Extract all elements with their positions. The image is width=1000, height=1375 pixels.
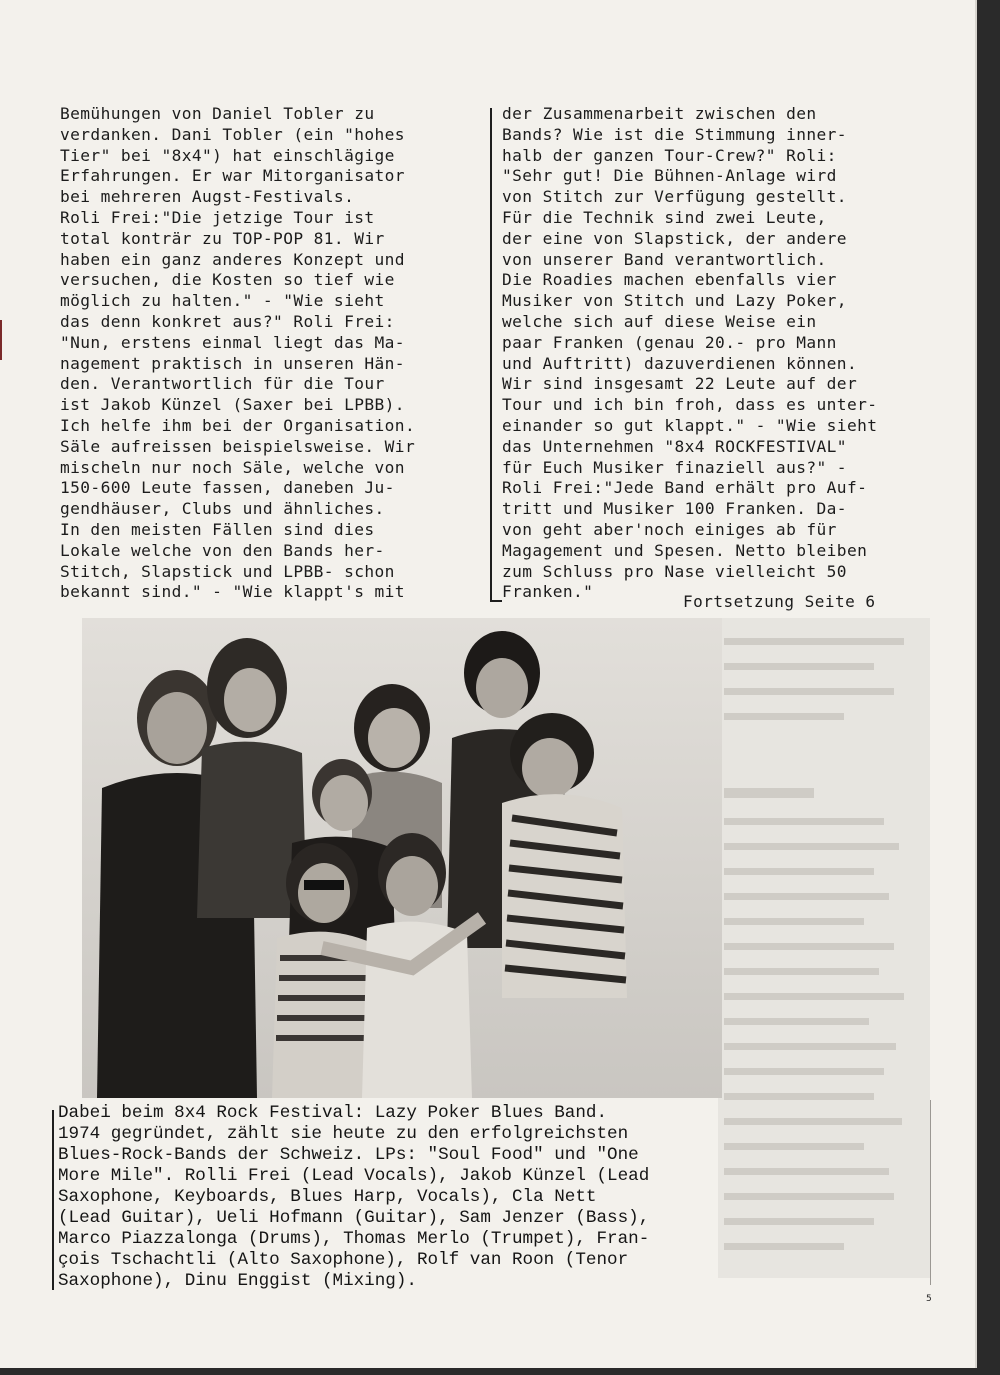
margin-rule [930,1100,931,1285]
text-line: von unserer Band verantwortlich. [502,249,827,269]
text-line: haben ein ganz anderes Konzept und [60,249,405,269]
text-line: Erfahrungen. Er war Mitorganisator [60,166,405,186]
text-line: Ich helfe ihm bei der Organisation. [60,415,416,435]
column-divider-foot [490,600,502,602]
text-line: Bemühungen von Daniel Tobler zu [60,104,375,123]
text-line: der eine von Slapstick, der andere [502,228,847,248]
photo-caption [58,1103,738,1292]
text-line: versuchen, die Kosten so tief wie [60,270,395,290]
text-line: Musiker von Stitch und Lazy Poker, [502,291,847,311]
text-line: Marco Piazzalonga (Drums), Thomas Merlo (Trumpet), Fran- [58,1229,650,1249]
text-line: paar Franken (genau 20.- pro Mann [502,332,837,352]
text-line: bekannt sind." - "Wie klappt's mit [60,582,405,602]
left-text-column [60,104,480,603]
text-line: Tour und ich bin froh, dass es unter- [502,395,878,415]
text-line: ist Jakob Künzel (Saxer bei LPBB). [60,395,405,415]
text-line: Wir sind insgesamt 22 Leute auf der [502,374,858,394]
text-line: More Mile". Rolli Frei (Lead Vocals), Jakob Künzel (Lead [58,1166,650,1186]
text-line: gendhäuser, Clubs und ähnliches. [60,499,385,519]
text-line: verdanken. Dani Tobler (ein "hohes [60,124,405,144]
text-line: nagement praktisch in unseren Hän- [60,353,405,373]
text-line: mischeln nur noch Säle, welche von [60,457,405,477]
continuation-note: Fortsetzung Seite 6 [683,592,876,611]
text-line: Für die Technik sind zwei Leute, [502,207,827,227]
text-line: das denn konkret aus?" Roli Frei: [60,311,395,331]
text-line: und Auftritt) dazuverdienen können. [502,353,858,373]
column-divider [490,108,492,600]
text-line: Säle aufreissen beispielsweise. Wir [60,436,416,456]
text-line: Die Roadies machen ebenfalls vier [502,270,837,290]
text-line: Magagement und Spesen. Netto bleiben [502,540,868,560]
text-line: "Nun, erstens einmal liegt das Ma- [60,332,405,352]
text-line: total konträr zu TOP-POP 81. Wir [60,228,385,248]
text-line: Roli Frei:"Die jetzige Tour ist [60,207,375,227]
text-line: von Stitch zur Verfügung gestellt. [502,187,847,207]
text-line: (Lead Guitar), Ueli Hofmann (Guitar), Sam Jenzer (Bass), [58,1208,650,1228]
band-photo [82,618,722,1098]
text-line: Saxophone), Dinu Enggist (Mixing). [58,1271,417,1291]
text-line: 150-600 Leute fassen, daneben Ju- [60,478,395,498]
show-through-text-block [718,618,930,1278]
text-line: Franken." [502,582,594,602]
text-line: das Unternehmen "8x4 ROCKFESTIVAL" [502,436,847,456]
text-line: çois Tschachtli (Alto Saxophone), Rolf van Roon (Tenor [58,1250,629,1270]
text-line: Stitch, Slapstick und LPBB- schon [60,561,395,581]
text-line: halb der ganzen Tour-Crew?" Roli: [502,145,837,165]
caption-rule [52,1110,54,1290]
binding-mark [0,320,2,360]
text-line: "Sehr gut! Die Bühnen-Anlage wird [502,166,837,186]
text-line: Tier" bei "8x4") hat einschlägige [60,145,395,165]
text-line: Roli Frei:"Jede Band erhält pro Auf- [502,478,868,498]
text-line: Lokale welche von den Bands her- [60,540,385,560]
text-line: von geht aber'noch einiges ab für [502,519,837,539]
text-line: Bands? Wie ist die Stimmung inner- [502,124,847,144]
text-line: bei mehreren Augst-Festivals. [60,187,355,207]
text-line: 1974 gegründet, zählt sie heute zu den erfolgreichsten [58,1124,629,1144]
text-line: einander so gut klappt." - "Wie sieht [502,415,878,435]
text-line: tritt und Musiker 100 Franken. Da- [502,499,847,519]
text-line: Saxophone, Keyboards, Blues Harp, Vocals), Cla Nett [58,1187,597,1207]
text-line: den. Verantwortlich für die Tour [60,374,385,394]
text-line: der Zusammenarbeit zwischen den [502,104,817,123]
text-line: für Euch Musiker finaziell aus?" - [502,457,847,477]
text-line: Dabei beim 8x4 Rock Festival: Lazy Poker Blues Band. [58,1103,608,1123]
text-line: zum Schluss pro Nase vielleicht 50 [502,561,847,581]
text-line: Blues-Rock-Bands der Schweiz. LPs: "Soul Food" und "One [58,1145,639,1165]
text-line: möglich zu halten." - "Wie sieht [60,291,385,311]
band-photo-image [82,618,722,1098]
text-line: In den meisten Fällen sind dies [60,519,375,539]
page-number: 5 [926,1294,932,1304]
text-line: welche sich auf diese Weise ein [502,311,817,331]
right-text-column [502,104,932,603]
